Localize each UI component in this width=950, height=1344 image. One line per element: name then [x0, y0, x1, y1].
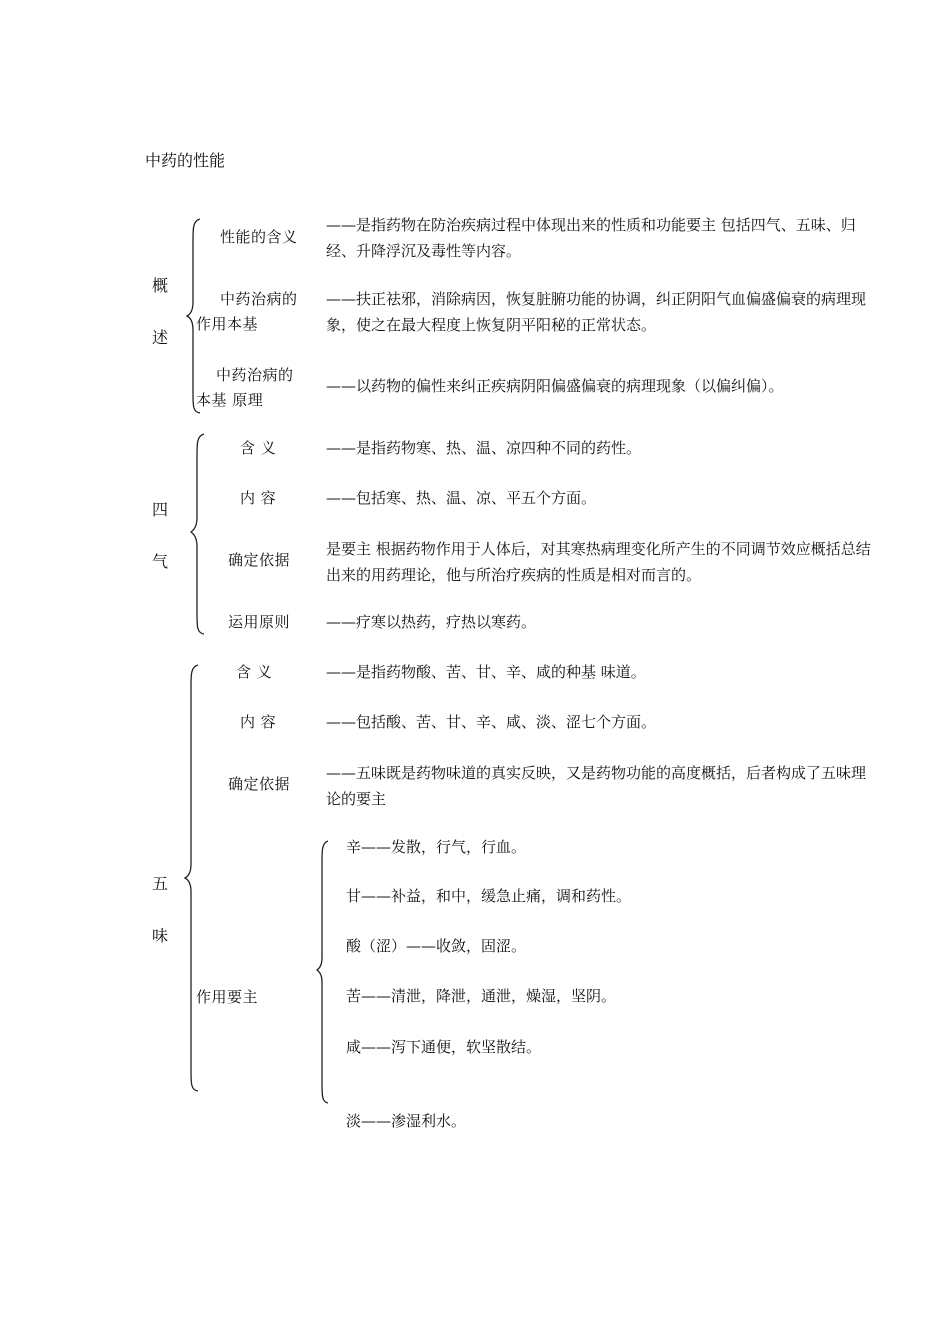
wuwei-desc-basis: ——五味既是药物味道的真实反映，又是药物功能的高度概括，后者构成了五味理论的要主 — [326, 764, 867, 808]
effect-item-dan: 淡——渗湿利水。 — [346, 1112, 467, 1130]
wuwei-brace — [184, 664, 204, 1092]
overview-label-principle-line1: 中药治病的 — [216, 366, 294, 384]
overview-label-basis-line2: 作用本基 — [196, 315, 259, 333]
section-heading-wuwei-char1: 五 — [152, 874, 169, 893]
wuwei-effects-label: 作用要主 — [196, 988, 259, 1006]
siqi-desc-content: ——包括寒、热、温、凉、平五个方面。 — [326, 489, 597, 507]
siqi-label-content: 内 容 — [240, 489, 277, 507]
overview-label-basis-line1: 中药治病的 — [220, 290, 298, 308]
siqi-desc-usage: ——疗寒以热药，疗热以寒药。 — [326, 613, 537, 631]
effect-item-xin: 辛——发散，行气，行血。 — [346, 838, 527, 856]
section-heading-siqi-char2: 气 — [152, 552, 169, 571]
overview-desc-basis: ——扶正祛邪，消除病因，恢复脏腑功能的协调，纠正阴阳气血偏盛偏衰的病理现象，使之在最大程度上恢复阴平阳秘的正常状态。 — [326, 290, 867, 334]
overview-label-principle-line2: 本基 原理 — [196, 391, 264, 409]
effect-item-gan: 甘——补益，和中，缓急止痛，调和药性。 — [346, 887, 632, 905]
siqi-brace — [190, 433, 210, 635]
section-heading-overview-char1: 概 — [152, 276, 169, 295]
effect-item-suan: 酸（涩）——收敛，固涩。 — [346, 937, 527, 955]
wuwei-label-content: 内 容 — [240, 713, 277, 731]
wuwei-desc-meaning: ——是指药物酸、苦、甘、辛、咸的种基 味道。 — [326, 663, 646, 681]
page-title: 中药的性能 — [145, 151, 226, 170]
effect-item-xian: 咸——泻下通便，软坚散结。 — [346, 1038, 542, 1056]
wuwei-desc-content: ——包括酸、苦、甘、辛、咸、淡、涩七个方面。 — [326, 713, 657, 731]
siqi-label-meaning: 含 义 — [240, 439, 277, 457]
wuwei-label-meaning: 含 义 — [236, 663, 273, 681]
section-heading-wuwei-char2: 味 — [152, 926, 169, 945]
effect-item-ku: 苦——清泄，降泄，通泄，燥湿，坚阴。 — [346, 987, 617, 1005]
siqi-label-usage: 运用原则 — [228, 613, 291, 631]
section-heading-overview-char2: 述 — [152, 328, 169, 347]
section-heading-siqi-char1: 四 — [152, 500, 169, 519]
wuwei-effects-brace — [316, 840, 334, 1104]
overview-desc-principle: ——以药物的偏性来纠正疾病阴阳偏盛偏衰的病理现象（以偏纠偏）。 — [326, 377, 784, 395]
wuwei-label-basis: 确定依据 — [228, 775, 291, 793]
overview-label-meaning: 性能的含义 — [220, 228, 298, 246]
overview-desc-meaning: ——是指药物在防治疾病过程中体现出来的性质和功能要主 包括四气、五味、归经、升降浮沉及毒性等内容。 — [326, 216, 856, 260]
siqi-label-basis: 确定依据 — [228, 551, 291, 569]
siqi-desc-meaning: ——是指药物寒、热、温、凉四种不同的药性。 — [326, 439, 642, 457]
siqi-desc-basis: 是要主 根据药物作用于人体后，对其寒热病理变化所产生的不同调节效应概括总结出来的用药理论，他与所治疗疾病的性质是相对而言的。 — [326, 540, 871, 584]
